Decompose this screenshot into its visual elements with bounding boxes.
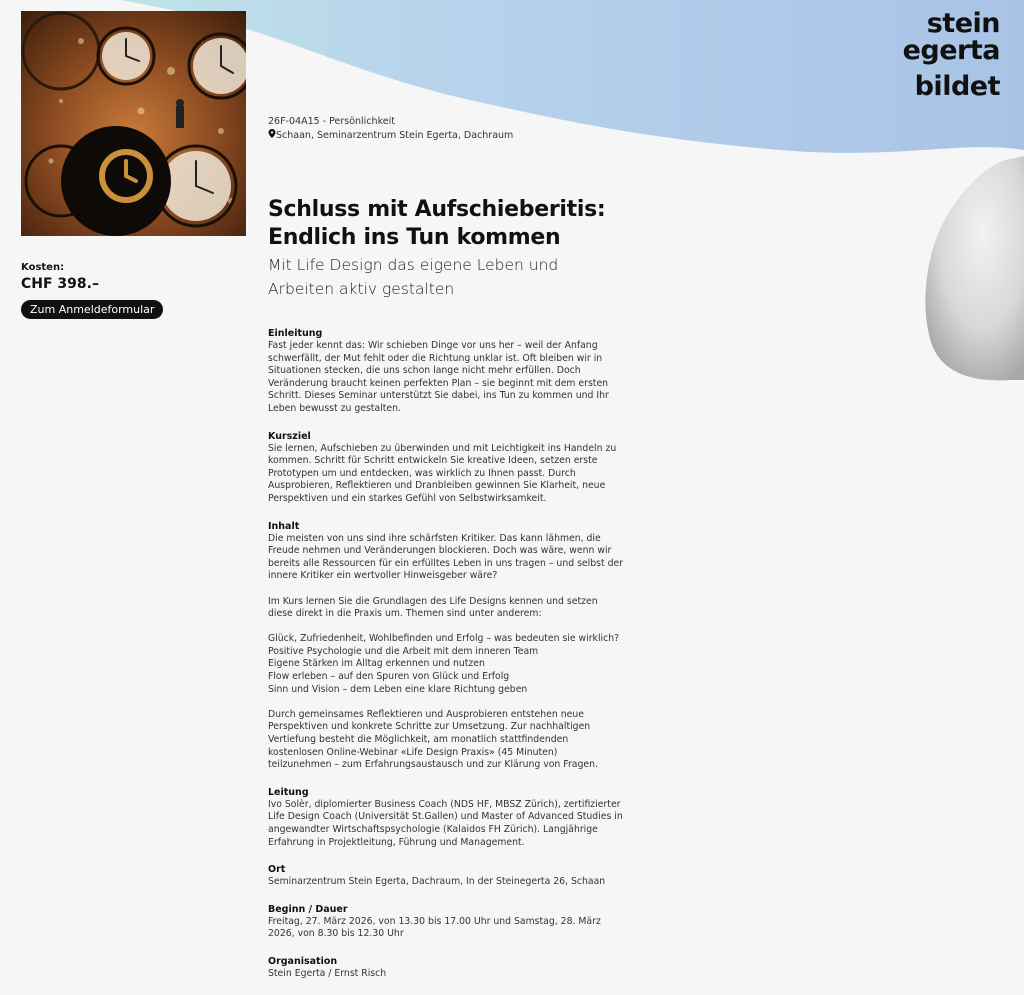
course-location-short [268,129,623,143]
cost-panel [21,262,163,319]
course-sections [268,327,623,981]
list-item: Glück, Zufriedenheit, Wohlbefinden und Erfolg – was bedeuten sie wirklich? [268,633,620,645]
topic-list [268,633,623,696]
logo-line-egerta: egerta [902,35,1000,66]
list-item: Positive Psychologie und die Arbeit mit dem inneren Team [268,645,539,657]
section-body-para-3: Durch gemeinsames Reflektieren und Ausprobieren entstehen neue Perspektiven und konkrete Schritte zur Umsetzung. Zur nachhaltigen Vertiefung besteht die Möglichkeit, am monatlich stattfindenden kostenlosen Online-Webinar «Life Design Praxis» (45 Minuten) teilzunehmen – zum Erfahrungsaustausch und zur Klärung von Fragen. [268,708,598,771]
section-place [268,863,623,889]
section-heading: Ort [268,864,286,876]
list-item: Flow erleben – auf den Spuren von Glück und Erfolg [268,671,510,683]
location-text: Schaan, Seminarzentrum Stein Egerta, Dachraum [276,130,514,141]
cost-label: Kosten: [21,262,65,273]
section-heading: Inhalt [268,520,300,532]
course-detail [268,115,623,981]
section-body: Freitag, 27. März 2026, von 13.30 bis 17.00 Uhr und Samstag, 28. März 2026, von 8.30 bis 12.30 Uhr [268,915,601,940]
registration-form-button[interactable]: Zum Anmeldeformular [21,300,163,319]
course-subtitle-line-1: Mit Life Design das eigene Leben und [268,256,559,274]
section-content [268,520,623,772]
stone-decoration [920,150,1024,390]
course-title-line-1: Schluss mit Aufschieberitis: [268,197,606,222]
course-title [268,196,623,252]
cost-value: CHF 398.– [21,276,99,292]
section-body-para-1: Die meisten von uns sind ihre schärfsten Kritiker. Das kann lähmen, die Freude nehmen und Veränderungen blockieren. Doch was wäre, wenn wir bereits alle Ressourcen für ein erfülltes Leben in uns tragen – und selbst der innere Kritiker ein wertvoller Hinweisgeber wäre? [268,532,624,582]
course-subtitle [268,253,623,301]
section-heading: Kursziel [268,430,311,442]
stein-egerta-logo[interactable] [903,10,1000,100]
course-meta [268,115,623,143]
list-item: Eigene Stärken im Alltag erkennen und nutzen [268,658,485,670]
section-body: Sie lernen, Aufschieben zu überwinden und mit Leichtigkeit ins Handeln zu kommen. Schritt für Schritt entwickeln Sie kreative Ideen, setzen erste Prototypen um und entdecken, was wirklich zu Ihnen passt. Durch Ausprobieren, Reflektieren und Dranbleiben gewinnen Sie Klarheit, neue Perspektiven und ein starkes Gefühl von Selbstwirksamkeit. [268,442,617,504]
section-body: Stein Egerta / Ernst Risch [268,967,387,979]
section-heading: Leitung [268,786,309,798]
section-body: Ivo Solèr, diplomierter Business Coach (NDS HF, MBSZ Zürich), zertifizierter Life Design Coach (Universität St.Gallen) und Master of Advanced Studies in angewandter Wirtschaftspsychologie (Kalaidos FH Zürich). Langjährige Erfahrung in Projektleitung, Führung und Management. [268,798,623,848]
location-pin-icon [268,129,276,138]
logo-line-stein: stein [926,8,1000,39]
section-heading: Einleitung [268,328,323,339]
course-subtitle-line-2: Arbeiten aktiv gestalten [268,280,455,298]
logo-line-bildet: bildet [914,71,1000,102]
section-heading: Beginn / Dauer [268,903,348,915]
course-code-category: 26F-04A15 - Persönlichkeit [268,116,395,127]
course-image-clocks [21,11,246,236]
list-item: Sinn und Vision – dem Leben eine klare Richtung geben [268,683,528,695]
section-body-para-2: Im Kurs lernen Sie die Grundlagen des Life Designs kennen und setzen diese direkt in die Praxis um. Themen sind unter anderem: [268,595,598,620]
section-goal [268,430,623,506]
section-heading: Organisation [268,955,338,967]
section-body: Seminarzentrum Stein Egerta, Dachraum, In der Steinegerta 26, Schaan [268,876,606,888]
section-lead [268,786,623,849]
course-title-line-2: Endlich ins Tun kommen [268,225,561,250]
section-intro [268,327,623,416]
section-org [268,955,623,981]
section-dates [268,903,623,941]
section-body: Fast jeder kennt das: Wir schieben Dinge vor uns her – weil der Anfang schwerfällt, der Mut fehlt oder die Richtung unklar ist. Oft bleiben wir in Situationen stecken, die uns schon lange nicht mehr erfüllen. Doch Veränderung braucht keinen perfekten Plan – sie beginnt mit dem ersten Schritt. Dieses Seminar unterstützt Sie dabei, ins Tun zu kommen und Ihr Leben bewusst zu gestalten. [268,340,609,414]
